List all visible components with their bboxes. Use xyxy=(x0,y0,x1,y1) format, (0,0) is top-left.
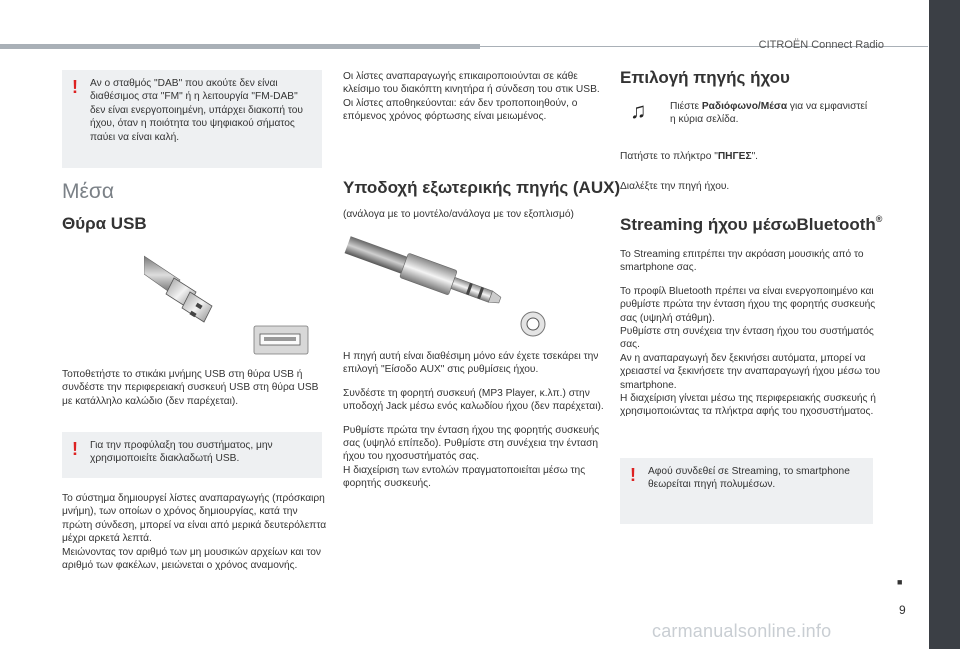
note-dab-text: Αν ο σταθμός "DAB" που ακούτε δεν είναι διαθέσιμος στα "FM" ή η λειτουργία "FM-DAB" δεν είναι ενεργοποιημένη, υπάρχει διακοπή του ήχου, όταν η ποιότητα του ψηφιακού σήματος παύει να είναι καλή. xyxy=(90,78,303,143)
watermark: carmanualsonline.info xyxy=(652,621,832,641)
exclamation-icon: ! xyxy=(72,439,78,459)
bluetooth-title: Streaming ήχου μέσωBluetooth® xyxy=(620,214,883,234)
press-radio-text: Πιέστε Ραδιόφωνο/Μέσα για να εμφανιστεί η κύρια σελίδα. xyxy=(670,101,868,126)
note-dab xyxy=(62,70,322,168)
note-streaming xyxy=(620,458,873,524)
source-steps: Πατήστε το πλήκτρο "ΠΗΓΕΣ". Διαλέξτε την πηγή ήχου. xyxy=(620,151,759,193)
sources-label: ΠΗΓΕΣ xyxy=(717,151,752,162)
aux-subtitle: (ανάλογα με το μοντέλο/ανάλογα με τον εξοπλισμό) xyxy=(343,209,574,220)
header-brand: CITROËN Connect Radio xyxy=(758,39,884,51)
playlist-paragraph: Οι λίστες αναπαραγωγής επικαιροποιούνται σε κάθε κλείσιμο του διακόπτη κινητήρα ή σύνδεση του στικ USB. Οι λίστες αποθηκεύονται: εάν δεν τροποποιηθούν, ο επόμενος χρόνος φόρτωσης είναι μειωμένος. xyxy=(343,71,600,123)
music-note-icon: ♫ xyxy=(630,98,647,123)
bluetooth-paragraphs: Το Streaming επιτρέπει την ακρόαση μουσικής από το smartphone σας. Το προφίλ Bluetooth πρέπει να είναι ενεργοποιημένο και ρυθμίστε πρώτα την ένταση ήχου της φορητής συσκευής σας (υψηλή στάθμη). Ρυθμίστε στη συνέχεια την ένταση ήχου του συστήματός σας. Αν η αναπαραγωγή δεν ξεκινήσει αυτόματα, μπορεί να χρειαστεί να ξεκινήσετε την αναπαραγωγή ήχου μέσω του smartphone. Η διαχείριση γίνεται μέσω της περιφερειακής συσκευής ή χρησιμοποιώντας τα πλήκτρα αφής του ηχοσυστήματος. xyxy=(620,249,881,418)
radio-media-label: Ραδιόφωνο/Μέσα xyxy=(701,101,788,112)
usb-illustration xyxy=(144,250,314,360)
usb-paragraph-1: Τοποθετήστε το στικάκι μνήμης USB στη θύρα USB ή συνδέστε την περιφερειακή συσκευή USB στη θύρα USB με κατάλληλο καλώδιο (δεν παρέχεται). xyxy=(62,369,319,407)
note-usb-text: Για την προφύλαξη του συστήματος, μην χρησιμοποιείτε διακλαδωτή USB. xyxy=(90,440,273,465)
exclamation-icon: ! xyxy=(630,465,636,485)
usb-paragraph-2: Το σύστημα δημιουργεί λίστες αναπαραγωγής (πρόσκαιρη μνήμη), των οποίων ο χρόνος δημιουργίας, κατά την πρώτη σύνδεση, μπορεί να είναι από μερικά δευτερόλεπτα μέχρι αρκετά λεπτά. Μειώνοντας τον αριθμό των μη μουσικών αρχείων και τον αριθμό των φακέλων, μειώνεται ο χρόνος αναμονής. xyxy=(62,493,327,572)
header-rule-thick xyxy=(0,44,480,49)
page-marker: ■ xyxy=(897,577,903,587)
usb-title: Θύρα USB xyxy=(62,214,147,233)
side-strip xyxy=(929,0,960,649)
aux-title: Υποδοχή εξωτερικής πηγής (AUX) xyxy=(343,178,621,197)
aux-paragraphs: Η πηγή αυτή είναι διαθέσιμη μόνο εάν έχετε τσεκάρει την επιλογή "Είσοδο AUX" στις ρυθμίσεις ήχου. Συνδέστε τη φορητή συσκευή (MP3 Player, κ.λπ.) στην υποδοχή Jack μέσω ενός καλωδίου ήχου (δεν παρέχεται). Ρυθμίστε πρώτα την ένταση ήχου της φορητής συσκευής σας (υψηλό επίπεδο). Ρυθμίστε στη συνέχεια την ένταση ήχου του ηχοσυστήματός σας. Η διαχείριση των εντολών πραγματοποιείται μέσω της φορητής συσκευής. xyxy=(343,351,604,490)
aux-jack-illustration xyxy=(343,228,553,338)
page-number: 9 xyxy=(899,603,906,617)
section-title: Μέσα xyxy=(62,180,114,203)
source-title: Επιλογή πηγής ήχου xyxy=(620,68,790,87)
exclamation-icon: ! xyxy=(72,77,78,97)
note-streaming-text: Αφού συνδεθεί σε Streaming, το smartphone θεωρείται πηγή πολυμέσων. xyxy=(648,466,850,491)
note-usb xyxy=(62,432,322,478)
